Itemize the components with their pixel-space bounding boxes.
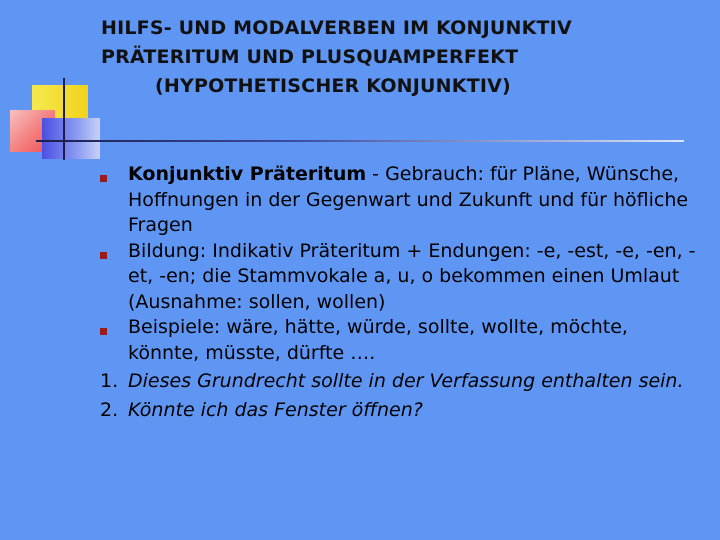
title-line-2: PRÄTERITUM UND PLUSQUAMPERFEKT: [101, 46, 519, 68]
decor-vertical-line: [63, 78, 65, 160]
example-number: 2.: [100, 399, 119, 421]
example-text: Dieses Grundrecht sollte in der Verfassung enthalten sein.: [128, 370, 684, 392]
bullet-square-icon: [100, 175, 107, 182]
decor-blue-rectangle: [42, 118, 100, 159]
example-sentence-1: [100, 368, 700, 394]
bullet-text: Beispiele: wäre, hätte, würde, sollte, wollte, möchte, könnte, müsste, dürfte ….: [128, 316, 628, 364]
bullet-square-icon: [100, 252, 107, 259]
bullet-square-icon: [100, 328, 107, 335]
example-number: 1.: [100, 370, 119, 392]
bullet-item-usage: [100, 162, 700, 239]
bullet-item-formation: [100, 239, 700, 316]
bullet-text: Bildung: Indikativ Präteritum + Endungen: -e, -est, -e, -en, -et, -en; die Stammvokale a, u, o bekommen einen Umlaut (Ausnahme: sollen, wollen): [128, 239, 696, 313]
slide-title: [101, 14, 701, 101]
title-divider-line: [36, 140, 684, 142]
slide-content: [100, 162, 700, 423]
title-line-1: HILFS- UND MODALVERBEN IM KONJUNKTIV: [101, 17, 572, 39]
title-line-3: (HYPOTHETISCHER KONJUNKTIV): [155, 75, 511, 97]
bullet-lead-text: Konjunktiv Präteritum: [128, 163, 367, 185]
example-text: Könnte ich das Fenster öffnen?: [128, 399, 423, 421]
bullet-item-examples: [100, 315, 700, 366]
bullet-text: - Gebrauch: für Pläne, Wünsche, Hoffnungen in der Gegenwart und Zukunft und für höfliche Fragen: [128, 163, 689, 236]
example-sentence-2: [100, 397, 700, 423]
